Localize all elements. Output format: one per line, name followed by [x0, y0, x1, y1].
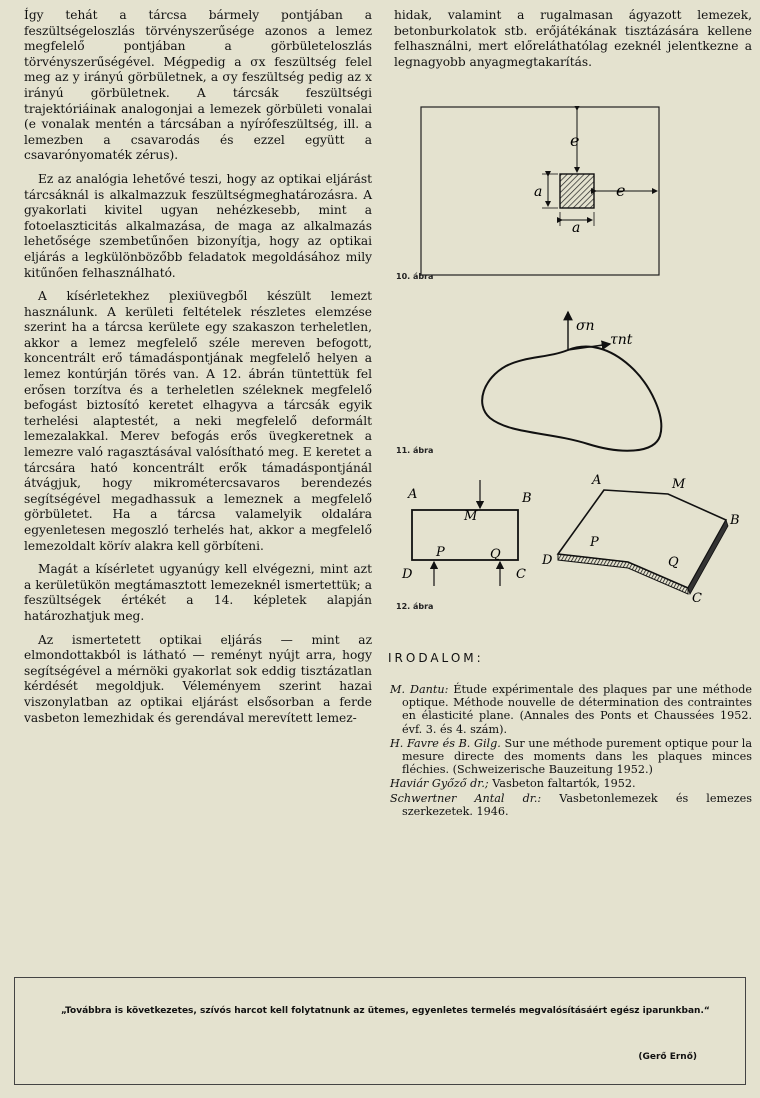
right-column	[394, 8, 752, 70]
figure-11	[470, 308, 700, 458]
reference-author: H. Favre és B. Gilg.	[390, 736, 501, 750]
reference-text: Sur une méthode purement optique pour la mesure directe des moments dans les plaques minces fléchies. (Schweizerische Bauzeitung 1952.)	[402, 736, 752, 777]
fig10-hatched-square	[560, 174, 594, 208]
paragraph-4: Magát a kísérletet ugyanúgy kell elvégezni, mint azt a kerületükön megtámasztott lemezeknél ismertettük; a feszültségek értékét a 14. képletek alapján határozhatjuk meg.	[24, 562, 372, 623]
fig12-def-Q: Q	[668, 555, 679, 570]
reference-author: M. Dantu:	[390, 683, 449, 696]
quote-box	[14, 977, 746, 1085]
paragraph-3: A kísérletekhez plexiüvegből készült lemezt használunk. A kerületi feltételek részletes elemzése szerint ha a tárcsa kerülete egy szakaszon terheletlen, akkor a lemez megfelelő széle mereven befogott, koncentrált erő támadáspontjának megfelelő helyen a lemez kontúrján törés van. A 12. ábrán tüntettük fel erősen torzítva és a terheletlen széleknek megfelelő befogást biztosító keretet elhagyva a tárcsák egyik terhelési alaptestét, a neki megfelelő deformált lemezalakkal. Merev befogás erős üvegkeretnek a lemezre való ragasztásával valósítható meg. E keretet a tárcsára ható koncentrált erők támadáspontjánál átvágjuk, hogy mikrométercsavaros berendezés segítségével megadhassuk a lemeznek a megfelelő görbületet. Ha a tárcsa valamelyik oldalára egyenletesen megoszló terhelés hat, akkor a megfelelő lemezoldalt körív alakra kell görbíteni.	[24, 289, 372, 553]
fig12-def-D: D	[542, 553, 553, 568]
fig12-def-P: P	[590, 535, 599, 550]
fig10-label-e-top: e	[570, 131, 580, 150]
paragraph-2: Ez az analógia lehetővé teszi, hogy az optikai eljárást tárcsáknál is alkalmazzuk feszültségmeghatározásra. A gyakorlati kivitel ugyan nehézkesebb, mint a fotoelaszticitás alkalmazása, de maga az alkalmazás lehetősége szembetűnően bizonyítja, hogy az optikai eljárás a legkülönbözőbb feladatok megoldásához mily kitűnően felhasználható.	[24, 171, 372, 280]
figure-12	[396, 474, 752, 604]
fig10-label-a-left: a	[534, 184, 543, 200]
reference-text: Vasbeton faltartók, 1952.	[488, 777, 636, 791]
reference-item	[390, 792, 752, 818]
references-list	[390, 683, 752, 819]
fig12-flat-D: D	[402, 567, 413, 582]
fig12-flat-C: C	[516, 567, 526, 582]
reference-author: Haviár Győző dr.;	[390, 777, 489, 791]
reference-item	[390, 683, 752, 736]
fig11-label-sigma: σn	[576, 318, 595, 334]
quote-signature: (Gerő Ernő)	[638, 1052, 697, 1062]
reference-item	[390, 737, 752, 777]
figure-11-caption: 11. ábra	[396, 446, 434, 455]
reference-author: Schwertner Antal dr.:	[390, 791, 542, 805]
fig12-flat-M: M	[464, 509, 478, 524]
fig12-def-C: C	[692, 591, 702, 604]
fig12-def-B: B	[730, 513, 740, 528]
reference-text: Étude expérimentale des plaques par une méthode optique. Méthode nouvelle de détermination des contraintes en élasticité plane. (Annales des Ponts et Chaussées 1952. évf. 3. és 4. szám).	[402, 683, 752, 736]
left-column	[24, 8, 372, 734]
paragraph-1: Így tehát a tárcsa bármely pontjában a feszültségeloszlás törvényszerűsége azonos a lemez megfelelő pontjában a görbületeloszlás törvényszerűségével. Mégpedig a σx feszültség felel meg az y irányú görbületnek, a σy feszültség pedig az x irányú görbületnek. A tárcsák feszültségi trajektóriáinak analogonjai a lemezek görbületi vonalai (e vonalak mentén a tárcsában a nyírófeszültség, ill. a lemezben a csavarodás és ezzel együtt a csavarónyomaték zérus).	[24, 8, 372, 163]
fig12-def-A: A	[592, 474, 602, 488]
reference-item	[390, 777, 752, 790]
right-paragraph: hidak, valamint a rugalmasan ágyazott lemezek, betonburkolatok stb. erőjátékának tisztázására kellene felhasználni, mert előreláthatólag ezeknél jelentkezne a legnagyobb anyagmegtakarítás.	[394, 8, 752, 69]
references-heading: IRODALOM:	[388, 651, 484, 665]
fig12-flat-B: B	[522, 491, 532, 506]
reference-text: Vasbetonlemezek és lemezes szerkezetek. 1946.	[402, 791, 752, 818]
fig11-contour	[482, 347, 661, 451]
figure-10	[420, 106, 660, 286]
fig10-label-e-right: e	[616, 181, 626, 200]
quote-text: „Továbbra is következetes, szívós harcot kell folytatnunk az ütemes, egyenletes termelés megvalósításáért egész iparunkban.“	[61, 1006, 710, 1016]
paragraph-5: Az ismertetett optikai eljárás — mint az elmondottakból is látható — reményt nyújt arra, hogy segítségével a mérnöki gyakorlat sok eddig tisztázatlan kérdését megoldjuk. Véleményem szerint hazai viszonylatban az optikai eljárást elsősorban a ferde vasbeton lemezhidak és gerendával merevített lemez-	[24, 632, 372, 725]
fig10-label-a-bottom: a	[572, 220, 581, 236]
fig11-label-tau: τnt	[610, 332, 633, 348]
fig12-flat-Q: Q	[490, 547, 501, 562]
fig12-flat-A: A	[408, 487, 418, 502]
fig12-def-M: M	[672, 477, 686, 492]
figure-12-caption: 12. ábra	[396, 602, 434, 611]
fig12-flat-P: P	[436, 545, 445, 560]
figure-10-caption: 10. ábra	[396, 272, 434, 281]
